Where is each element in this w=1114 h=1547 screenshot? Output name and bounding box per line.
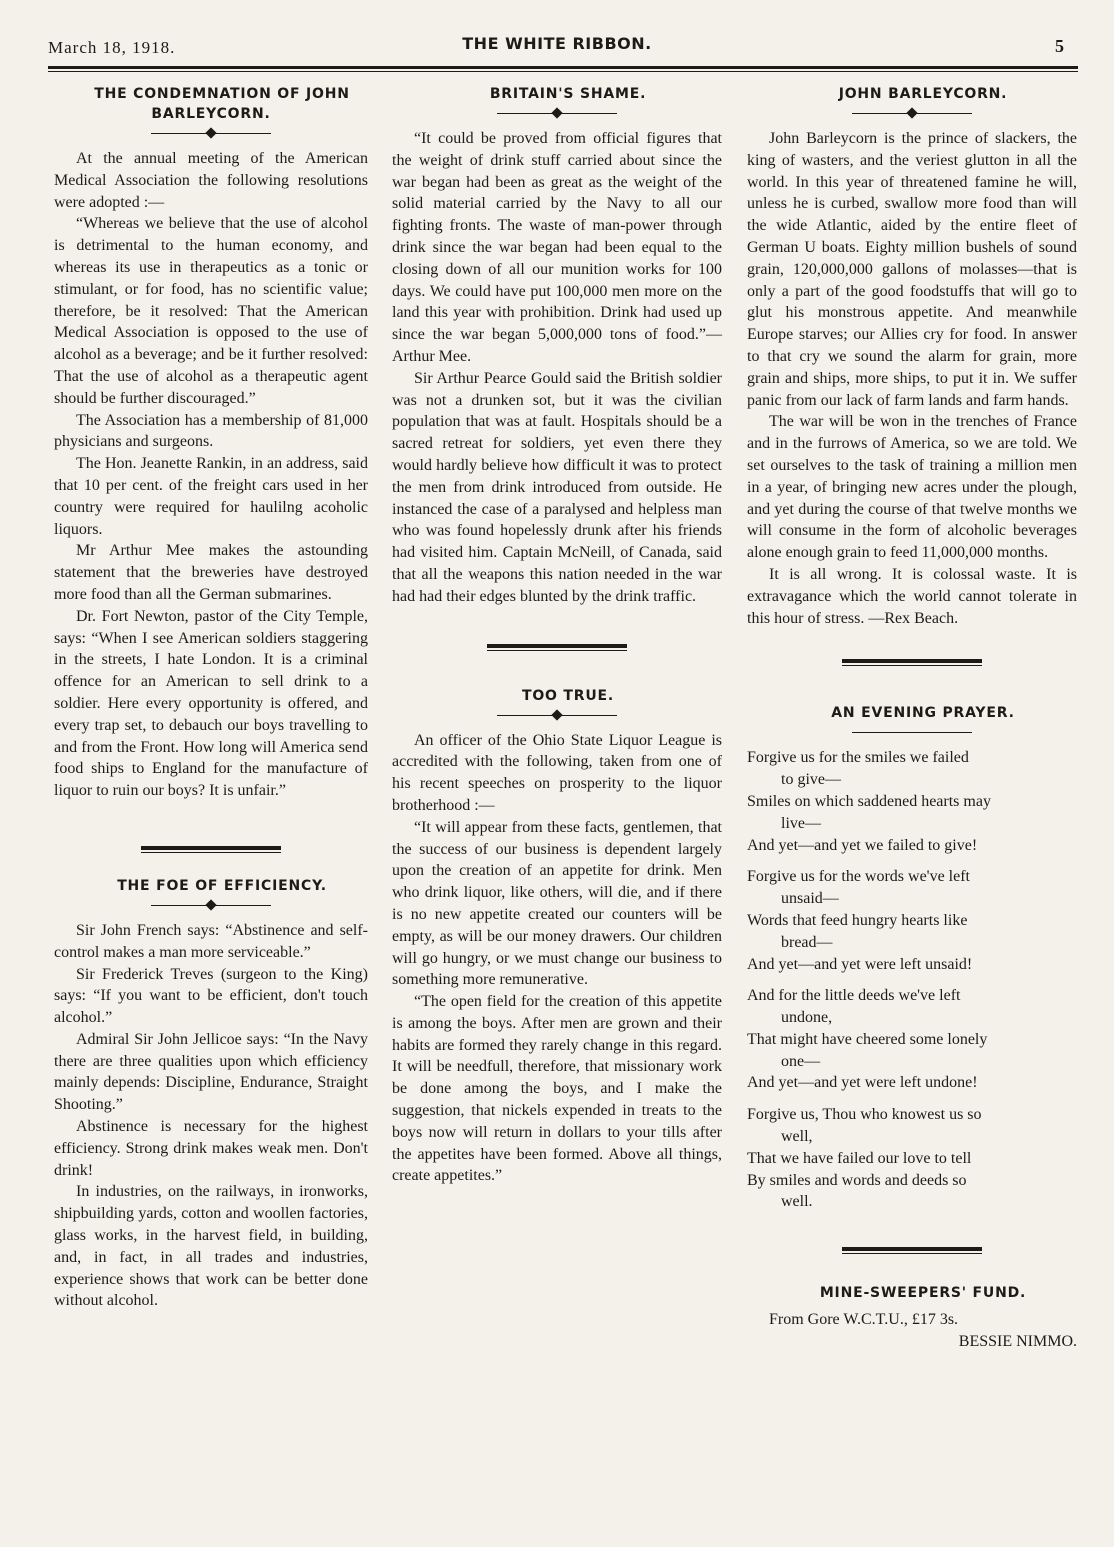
paragraph: The Hon. Jeanette Rankin, in an address, said that 10 per cent. of the freight cars used in her country were required for haulilng acoholic liquors.	[54, 455, 368, 538]
column-3	[747, 84, 1077, 1353]
heading-ornament	[151, 900, 271, 912]
article-heading: TOO TRUE.	[521, 687, 614, 704]
article-heading: MINE-SWEEPERS' FUND.	[819, 1285, 1027, 1302]
paragraph: Sir Arthur Pearce Gould said the British soldier was not a drunken sot, but it was the civilian population that was at fault. Hospitals should be a sacred retreat for soldiers, yet even there they would hardly believe how difficult it was to protect the men from drink introduced from outside. He instanced the case of a paralysed and helpless man who was found hopelessly drunk after his friends had visited him. Captain McNeill, of Canada, said that all the weapons this nation needed in the war had had their edges blunted by the drink traffic.	[392, 369, 722, 605]
poem-line: unsaid—	[781, 890, 839, 908]
column-2	[392, 84, 722, 1187]
poem-line: to give—	[781, 771, 841, 789]
article-heading: THE CONDEMNATION OF JOHN BARLEYCORN.	[94, 86, 350, 122]
poem-stanza	[747, 985, 1077, 1094]
poem-line: That we have failed our love to tell	[747, 1149, 972, 1167]
section-divider	[487, 644, 627, 652]
paragraph: At the annual meeting of the American Medical Association the following resolutions were adopted :—	[54, 150, 368, 211]
masthead-rule-thin	[48, 71, 1078, 72]
section-divider	[842, 1247, 982, 1255]
section-divider	[141, 846, 281, 854]
heading-ornament	[852, 727, 972, 739]
article-heading: JOHN BARLEYCORN.	[838, 86, 1008, 102]
article-heading: BRITAIN'S SHAME.	[489, 86, 647, 102]
paragraph: “It could be proved from official figures that the weight of drink stuff carried about since the war began had been as great as the weight of the solid material carried by the Navy to all our fighting fronts. The waste of man-power through drink since the war began had been equal to the closing down of all our munition works for 100 days. We could have put 100,000 men more on the land this year with prohibition. Drink had used up since the war began 5,000,000 tons of food.”—Arthur Mee.	[392, 130, 722, 365]
poem-line: Forgive us, Thou who knowest us so	[747, 1106, 982, 1124]
poem-stanza	[747, 866, 1077, 975]
poem-stanza	[747, 747, 1077, 856]
article-heading: THE FOE OF EFFICIENCY.	[117, 877, 327, 894]
poem-line: Forgive us for the smiles we failed	[747, 749, 969, 767]
section-divider	[842, 659, 982, 667]
poem-line: well.	[781, 1193, 813, 1211]
poem	[747, 747, 1077, 1213]
poem-stanza	[747, 1104, 1077, 1213]
paragraph: Sir John French says: “Abstinence and self-control makes a man more serviceable.”	[54, 921, 368, 961]
paragraph: John Barleycorn is the prince of slackers, the king of wasters, and the veriest glutton in all the world. In this year of threatened famine he will, unless he is curbed, swallow more food than will the wide Atlantic, aided by the entire fleet of German U boats. Eighty million bushels of sound grain, 120,000,000 gallons of molasses—that is only a part of the good foodstuffs that will go to glut his monstrous appetite. And meanwhile Europe starves; our Allies cry for food. In answer to that cry we sound the alarm for grain, more grain and ships, more ships, to put it in. We suffer panic from our lack of farm lands and farm hands.	[747, 130, 1077, 409]
article-heading: AN EVENING PRAYER.	[831, 705, 1015, 722]
paragraph: Mr Arthur Mee makes the astounding statement that the breweries have destroyed more food than all the German submarines.	[54, 542, 368, 603]
heading-ornament	[151, 128, 271, 140]
paragraph: “It will appear from these facts, gentlemen, that the success of our business is dependent largely upon the creation of an appetite for drink. Men who drink liquor, like others, will die, and if there is no new appetite created our counters will be empty, as will be our money drawers. Our children will go hungry, or we must change our business to something more remunerative.	[392, 818, 722, 989]
paragraph: In industries, on the railways, in ironworks, shipbuilding yards, cotton and woollen factories, glass works, in the harvest field, in building, and, in fact, in all trades and industries, experience shows that work can be better done without alcohol.	[54, 1183, 368, 1310]
poem-line: Forgive us for the words we've left	[747, 868, 970, 886]
paragraph: The Association has a membership of 81,000 physicians and surgeons.	[54, 411, 368, 451]
poem-line: well,	[781, 1128, 813, 1146]
poem-line: By smiles and words and deeds so	[747, 1171, 967, 1189]
paragraph: The war will be won in the trenches of France and in the furrows of America, so we are told. We set ourselves to the task of training a million men in a year, of bringing new acres under the plough, and yet during the course of that twelve months we will consume in the form of alcoholic beverages alone enough grain to feed 11,000,000 months.	[747, 413, 1077, 562]
poem-line: Words that feed hungry hearts like	[747, 911, 968, 929]
paragraph: “Whereas we believe that the use of alcohol is detrimental to the human economy, and whereas its use in therapeutics as a tonic or stimulant, or for food, has no scientific value; therefore, be it resolved: That the American Medical Association is opposed to the use of alcohol as a beverage; and be it further resolved: That the use of alcohol as a therapeutic agent should be further discouraged.”	[54, 215, 368, 407]
issue-date: March 18, 1918.	[48, 38, 176, 57]
poem-line: And yet—and yet we failed to give!	[747, 836, 978, 854]
poem-line: undone,	[781, 1009, 833, 1027]
paragraph: Sir Frederick Treves (surgeon to the King) says: “If you want to be efficient, don't touch alcohol.”	[54, 965, 368, 1027]
paragraph: “The open field for the creation of this appetite is among the boys. After men are grown and their habits are formed they rarely change in this regard. It will be needfull, therefore, that missionary work be done among the boys, and I make the suggestion, that nickels expended in treats to the boys now will return in dollars to your tills after the appetites have been formed. Above all things, create appetites.”	[392, 993, 722, 1185]
masthead-rule	[48, 66, 1078, 69]
paragraph: Admiral Sir John Jellicoe says: “In the Navy there are three qualities upon which efficiency mainly depends: Discipline, Endurance, Straight Shooting.”	[54, 1030, 368, 1114]
poem-line: And yet—and yet were left unsaid!	[747, 955, 973, 973]
page-number: 5	[1055, 36, 1064, 56]
poem-line: Smiles on which saddened hearts may	[747, 792, 991, 810]
paragraph: Abstinence is necessary for the highest efficiency. Strong drink makes weak men. Don't drink!	[54, 1118, 368, 1179]
heading-ornament	[852, 108, 972, 120]
poem-line: one—	[781, 1052, 821, 1070]
poem-line: And for the little deeds we've left	[747, 987, 961, 1005]
heading-ornament	[497, 108, 617, 120]
paragraph: It is all wrong. It is colossal waste. It is extravagance which the world cannot tolerate in this hour of stress. —Rex Beach.	[747, 565, 1077, 627]
paragraph: From Gore W.C.T.U., £17 3s.	[769, 1311, 959, 1329]
newspaper-title: THE WHITE RIBBON.	[462, 34, 652, 53]
paragraph: Dr. Fort Newton, pastor of the City Temple, says: “When I see American soldiers staggering in the streets, I hate London. It is a criminal offence for an American to sell drink to a soldier. Here every opportunity is offered, and every trap set, to debauch our boys travelling to and from the Front. How long will America send food ships to England for the manufacture of liquor to ruin our boys? It is unfair.”	[54, 607, 368, 800]
poem-line: bread—	[781, 933, 833, 951]
paragraph: An officer of the Ohio State Liquor League is accredited with the following, taken from one of his recent speeches on prosperity to the liquor brotherhood :—	[392, 731, 722, 814]
poem-line: And yet—and yet were left undone!	[747, 1074, 978, 1092]
signature: BESSIE NIMMO.	[958, 1333, 1077, 1351]
poem-line: That might have cheered some lonely	[747, 1030, 988, 1048]
heading-ornament	[497, 710, 617, 722]
column-1	[54, 84, 368, 1312]
poem-line: live—	[781, 814, 821, 832]
